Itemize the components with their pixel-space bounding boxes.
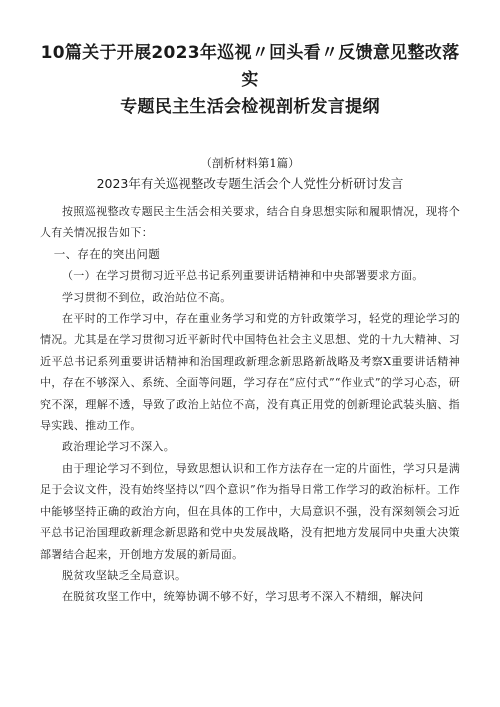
title-line-1: 10篇关于开展2023年巡视〃回头看〃反馈意见整改落实 <box>40 43 460 90</box>
title-line-2: 专题民主生活会检视剖析发言提纲 <box>120 97 380 117</box>
item-study-heading: （一）在学习贯彻习近平总书记系列重要讲话精神和中央部署要求方面。 <box>62 269 424 283</box>
intro-paragraph: 按照巡视整改专题民主生活会相关要求，结合自身思想实际和履职情况，现将个人有关情况报告如下： <box>40 205 460 240</box>
material-label: （剖析材料第1篇） <box>200 156 300 170</box>
point-1-title: 学习贯彻不到位，政治站位不高。 <box>62 290 232 304</box>
document-title <box>40 40 460 121</box>
point-2-body: 由于理论学习不到位，导致思想认识和工作方法存在一定的片面性，学习只是满足于会议文件，没有始终坚持以“四个意识”作为指导日常工作学习的政治标杆。工作中能够坚持正确的政治方向，但在具体的工作中，大局意识不强，没有深刻领会习近平总书记治国理政新理念新思路和党中央发展战略，没有把地方发展同中央重大决策部署结合起来，开创地方发展的新局面。 <box>40 461 460 561</box>
point-3-title: 脱贫攻坚缺乏全局意识。 <box>62 568 187 582</box>
section-heading-problems: 一、存在的突出问题 <box>53 246 160 261</box>
point-1-body: 在平时的工作学习中，存在重业务学习和党的方针政策学习，轻党的理论学习的情况。尤其是在学习贯彻习近平新时代中国特色社会主义思想、党的十九大精神、习近平总书记系列重要讲话精神和治国理政新理念新思路新战略及考察X重要讲话精神中，存在不够深入、系统、全面等问题，学习存在“应付式”“作业式”的学习心态，研究不深，理解不透，导致了政治上站位不高，没有真正用党的创新理论武装头脑、指导实践、推动工作。 <box>40 312 460 433</box>
point-3-body: 在脱贫攻坚工作中，统筹协调不够不好，学习思考不深入不精细，解决问 <box>62 590 424 604</box>
point-2-title: 政治理论学习不深入。 <box>62 440 175 454</box>
document-heading: 2023年有关巡视整改专题生活会个人党性分析研讨发言 <box>96 176 404 191</box>
